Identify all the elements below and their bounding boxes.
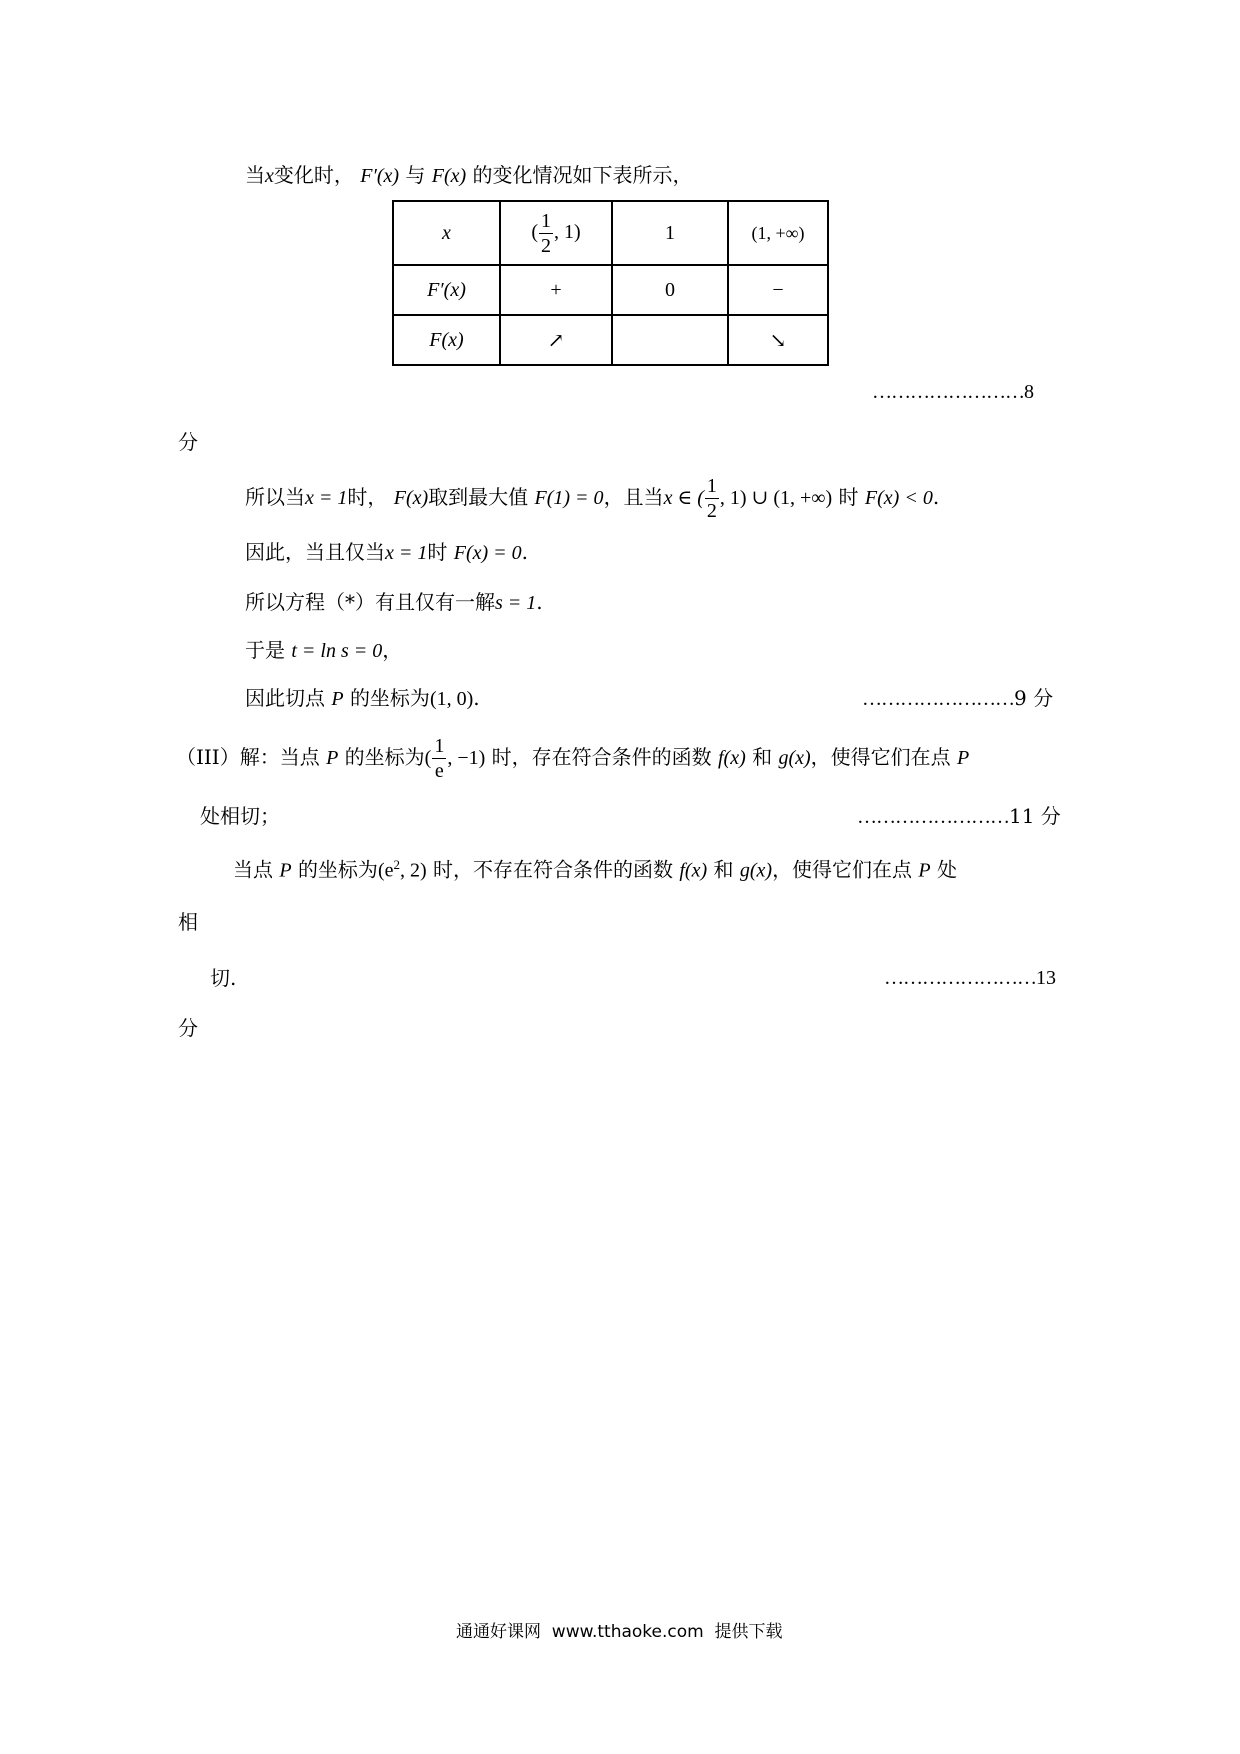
text: . [473,686,480,710]
leader-dots: …………………… [884,967,1036,989]
paren: ( [531,220,538,243]
text: . [521,540,529,564]
math-fprime: F′(x) [360,165,400,187]
text-line-4 [245,640,402,661]
math: P [279,859,292,882]
table-cell: + [500,265,612,315]
math: t = ln s = 0 [291,640,383,662]
text: . [932,485,940,509]
text: 于是 [245,638,285,662]
interval-tail: , 1) [554,220,581,243]
math: f(x) [717,747,746,769]
table-cell-point: 1 [612,201,728,265]
math: x = 1 [385,542,428,564]
math: F(x) [393,487,429,509]
superscript: 2 [393,857,400,872]
text: 的坐标为 [349,686,430,710]
text: 时 [838,485,859,509]
table-cell [612,315,728,365]
math: g(x) [739,859,773,882]
math: s = 1 [495,592,537,614]
leader-dots: …………………… [857,806,1009,828]
decreasing-arrow-icon: ↘ [728,315,828,365]
text: 因此，当且仅当 [245,540,385,564]
text: 所以当 [245,485,305,509]
math: (1, 0) [429,688,474,710]
text: ，且当 [603,485,664,509]
table-row-f [393,315,828,365]
part3b-qie: 切. [210,966,237,990]
fraction-half [539,211,553,256]
text: 因此切点 [245,686,325,710]
text: 和 [752,745,773,769]
text-line-1 [245,475,939,521]
score-11 [857,806,1061,827]
text: 时 [427,540,448,564]
math: F(x) < 0 [864,487,933,509]
text: （III）解：当点 [176,745,320,769]
math: P [326,747,339,769]
math-var-x: x [265,165,274,187]
text: 的坐标为 [297,857,378,882]
frac-den: 2 [541,234,551,257]
text: 取到最大值 [428,485,529,509]
fraction-half [705,476,719,521]
math: P [331,688,344,710]
text: 当点 [233,857,273,882]
score-number: 8 [1024,381,1034,403]
math: f(x) [679,859,708,882]
text: 的坐标为 [344,745,425,769]
fraction-1-over-e [432,736,446,781]
page-footer: 通通好课网 www.tthaoke.com 提供下载 [456,1622,783,1642]
table-row-header [393,201,828,265]
frac-den: e [434,760,444,782]
math: F(1) = 0 [534,487,604,509]
text: 时， [347,485,388,509]
frac-num: 1 [434,735,445,757]
frac-num: 1 [541,209,551,232]
table-cell-label: F′(x) [393,265,500,315]
math: , 1) ∪ (1, +∞) [719,487,833,509]
score-8-unit: 分 [178,430,198,454]
table-cell-x: x [393,201,500,265]
text: ， [382,638,403,662]
table-cell-label: F(x) [393,315,500,365]
table-cell-interval2: (1, +∞) [728,201,828,265]
math: F(x) = 0 [453,542,522,564]
text: . [536,590,543,614]
text-line-5 [245,688,480,709]
math: x ∈ ( [663,487,704,509]
frac-den: 2 [706,500,717,522]
text: 和 [713,857,734,882]
math: g(x) [778,747,811,769]
text: 所以方程（*）有且仅有一解 [245,590,495,614]
score-number: 9 分 [1014,686,1054,710]
intro-text: 的变化情况如下表所示， [472,163,693,187]
table-cell: 0 [612,265,728,315]
text: 时，不存在符合条件的函数 [433,857,674,882]
table-cell-interval1 [500,201,612,265]
text-line-2 [245,542,528,563]
score-9 [862,688,1053,709]
text: ，使得它们在点 [810,745,951,769]
text-line-3 [245,592,543,613]
part3-line [176,735,969,781]
math: P [918,859,931,882]
paren: ( [424,747,432,769]
score-number: 11 分 [1009,804,1061,828]
intro-text: 当 [245,163,265,187]
variation-table [392,200,829,366]
score-13 [884,968,1056,988]
increasing-arrow-icon: ↗ [500,315,612,365]
text: 处 [937,857,957,882]
math: , −1) [447,747,486,769]
leader-dots: …………………… [872,381,1024,403]
intro-line [245,165,693,186]
intro-text: 与 [405,163,426,187]
part3b-xiang: 相 [178,910,198,934]
math-f: F(x) [431,165,467,187]
math: x = 1 [305,487,348,509]
text: ，使得它们在点 [772,857,913,882]
math: (e [377,859,394,882]
table-cell: − [728,265,828,315]
frac-num: 1 [706,475,717,497]
math: P [957,747,970,769]
part3-cont: 处相切； [200,804,280,828]
part3b-line [233,858,957,881]
math: , 2) [399,859,427,882]
score-number: 13 [1036,967,1056,989]
intro-text: 变化时， [273,163,354,187]
score-8 [872,382,1034,402]
text: 时，存在符合条件的函数 [491,745,712,769]
score-13-unit: 分 [178,1016,198,1040]
leader-dots: …………………… [862,688,1014,710]
table-row-fprime [393,265,828,315]
